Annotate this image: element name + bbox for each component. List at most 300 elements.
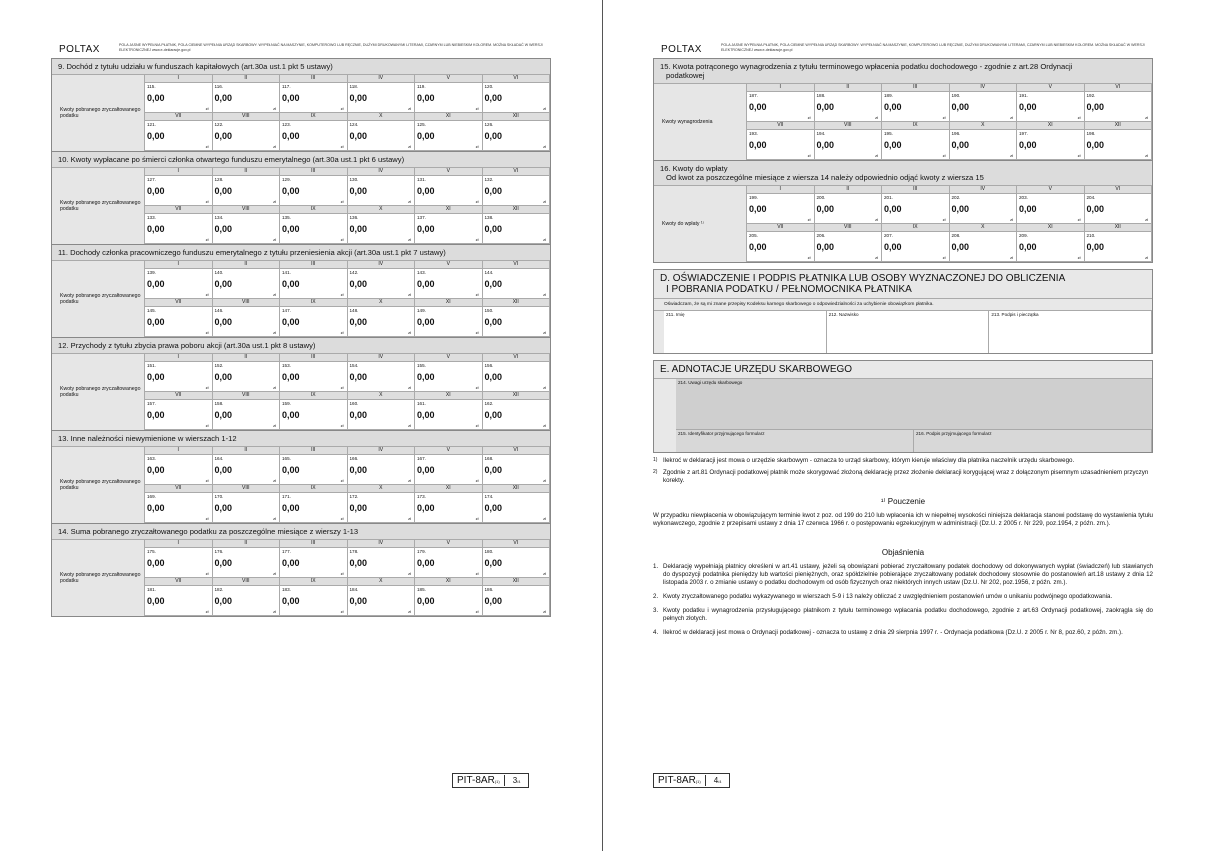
amount-field[interactable] — [348, 307, 416, 337]
amount-field[interactable] — [415, 214, 483, 244]
explanation-text: Ilekroć w deklaracji jest mowa o Ordynacji podatkowej - oznacza to ustawę z dnia 29 sierpnia 1997 r. - Ordynacja podatkowa (Dz.U. z 2005 r. Nr 8, poz.60, z późn. zm.). — [663, 629, 1123, 636]
month-header: VII — [145, 485, 213, 493]
page-number: 3 — [512, 776, 518, 785]
currency-label: zł — [475, 106, 479, 111]
field-number: 179. — [417, 549, 426, 554]
field-number: 140. — [214, 270, 224, 275]
field-number: 147. — [282, 308, 291, 313]
currency-label: zł — [475, 237, 479, 242]
field-number: 206. — [816, 233, 826, 238]
tax-row-section — [51, 59, 551, 152]
amount-value: 0,00 — [1086, 242, 1105, 252]
amount-field[interactable] — [213, 83, 281, 113]
amount-field[interactable] — [213, 586, 281, 616]
amount-value: 0,00 — [484, 410, 503, 420]
month-header: I — [145, 540, 213, 548]
objasnienia-list — [653, 563, 1153, 637]
month-header: IV — [348, 540, 416, 548]
form-code: PIT-8AR — [658, 775, 696, 786]
month-header: I — [145, 354, 213, 362]
amount-field[interactable] — [483, 400, 551, 430]
currency-label: zł — [543, 571, 546, 576]
amount-field[interactable] — [747, 92, 815, 122]
explanation-item — [653, 607, 1153, 623]
field-number: 194. — [816, 131, 826, 136]
field-number: 126. — [484, 122, 494, 127]
month-header: XI — [415, 299, 483, 307]
amount-value: 0,00 — [214, 93, 233, 103]
last-name-field[interactable]: 212. Nazwisko — [827, 311, 990, 353]
amount-field[interactable] — [145, 362, 213, 392]
section-title — [654, 59, 1152, 84]
currency-label: zł — [340, 199, 344, 204]
currency-label: zł — [340, 385, 344, 390]
section-e — [653, 360, 1153, 453]
amount-field[interactable] — [882, 130, 950, 160]
objasnienia-heading: Objaśnienia — [881, 548, 925, 557]
month-header: III — [882, 186, 950, 194]
amount-value: 0,00 — [349, 558, 368, 568]
currency-label: zł — [408, 144, 411, 149]
field-number: 148. — [349, 308, 359, 313]
currency-label: zł — [807, 115, 811, 120]
amount-field[interactable] — [348, 455, 416, 485]
field-number: 127. — [147, 177, 156, 182]
month-header: I — [747, 186, 815, 194]
amount-field[interactable] — [280, 307, 348, 337]
month-header: IX — [280, 113, 348, 121]
month-header: I — [145, 168, 213, 176]
amount-field[interactable] — [415, 121, 483, 151]
month-header: V — [415, 75, 483, 83]
amount-field[interactable] — [280, 548, 348, 578]
amount-field[interactable] — [280, 362, 348, 392]
amount-field[interactable] — [348, 83, 416, 113]
currency-label: zł — [205, 199, 209, 204]
currency-label: zł — [408, 609, 411, 614]
tax-row-section — [51, 524, 551, 617]
field-number: 162. — [484, 401, 494, 406]
field-number: 131. — [417, 177, 426, 182]
currency-label: zł — [875, 115, 878, 120]
amount-value: 0,00 — [484, 93, 503, 103]
amount-field[interactable] — [483, 548, 551, 578]
amount-value: 0,00 — [147, 317, 165, 327]
tax-row-section — [653, 161, 1153, 263]
row-label: Kwoty pobranego zryczałtowanego podatku — [52, 354, 145, 430]
amount-value: 0,00 — [484, 317, 503, 327]
declaration-text: Oświadczam, że są mi znane przepisy Kodeksu karnego skarbowego o odpowiedzialności za uchybienie obowiązkom płatnika. — [654, 299, 1152, 311]
amount-field[interactable] — [280, 455, 348, 485]
field-number: 138. — [484, 215, 494, 220]
amount-field[interactable] — [882, 232, 950, 262]
field-number: 144. — [484, 270, 494, 275]
currency-label: zł — [475, 478, 479, 483]
amount-field[interactable] — [348, 214, 416, 244]
field-number: 199. — [749, 195, 758, 200]
amount-value: 0,00 — [282, 558, 300, 568]
month-header: VII — [145, 299, 213, 307]
amount-field[interactable] — [483, 269, 551, 299]
amount-row — [52, 354, 550, 430]
amount-field[interactable] — [145, 83, 213, 113]
month-header: VIII — [815, 224, 883, 232]
field-number: 172. — [349, 494, 359, 499]
first-name-field[interactable]: 211. Imię — [664, 311, 827, 353]
amount-field[interactable] — [1017, 92, 1085, 122]
field-number: 129. — [282, 177, 291, 182]
amount-value: 0,00 — [147, 503, 165, 513]
currency-label: zł — [1145, 153, 1148, 158]
amount-field[interactable] — [213, 307, 281, 337]
amount-field[interactable] — [483, 83, 551, 113]
field-number: 196. — [951, 131, 961, 136]
field-number: 195. — [884, 131, 893, 136]
amount-field[interactable] — [483, 362, 551, 392]
amount-value: 0,00 — [214, 410, 233, 420]
field-number: 123. — [282, 122, 291, 127]
currency-label: zł — [340, 478, 344, 483]
amount-field[interactable] — [950, 130, 1018, 160]
field-number: 128. — [214, 177, 224, 182]
amount-value: 0,00 — [147, 93, 165, 103]
amount-value: 0,00 — [884, 140, 902, 150]
amount-field[interactable] — [415, 269, 483, 299]
currency-label: zł — [875, 217, 878, 222]
field-number: 208. — [951, 233, 961, 238]
tax-row-section — [51, 245, 551, 338]
field-number: 191. — [1019, 93, 1028, 98]
amount-value: 0,00 — [816, 204, 835, 214]
amount-field[interactable] — [348, 176, 416, 206]
currency-label: zł — [408, 385, 411, 390]
amount-field[interactable] — [483, 493, 551, 523]
currency-label: zł — [875, 153, 878, 158]
section-title-text: 10. Kwoty wypłacane po śmierci członka otwartego funduszu emerytalnego (art.30a ust.1 pkt 6 ustawy) — [58, 155, 405, 164]
amount-field[interactable] — [145, 493, 213, 523]
amount-field[interactable] — [213, 121, 281, 151]
amount-value: 0,00 — [282, 465, 300, 475]
amount-row — [52, 447, 550, 523]
amount-value: 0,00 — [214, 224, 233, 234]
currency-label: zł — [1077, 115, 1081, 120]
month-grid — [145, 168, 550, 244]
field-number: 163. — [147, 456, 156, 461]
currency-label: zł — [942, 115, 946, 120]
amount-field[interactable] — [747, 232, 815, 262]
page-header — [653, 42, 1153, 59]
month-header: X — [348, 578, 416, 586]
month-header: V — [1017, 186, 1085, 194]
field-number: 169. — [147, 494, 156, 499]
currency-label: zł — [408, 571, 411, 576]
field-number: 165. — [282, 456, 291, 461]
signature-field[interactable]: 213. Podpis i pieczątka — [989, 311, 1152, 353]
section-title — [52, 338, 550, 354]
field-number: 137. — [417, 215, 426, 220]
amount-value: 0,00 — [1019, 102, 1037, 112]
amount-value: 0,00 — [214, 279, 233, 289]
currency-label: zł — [205, 237, 209, 242]
amount-field[interactable] — [483, 586, 551, 616]
form-code: PIT-8AR — [457, 775, 495, 786]
explanation-item — [653, 593, 1153, 601]
amount-field[interactable] — [280, 214, 348, 244]
section-title-text: 13. Inne należności niewymienione w wierszach 1-12 — [58, 434, 237, 443]
month-header: IV — [348, 75, 416, 83]
field-number: 161. — [417, 401, 426, 406]
currency-label: zł — [475, 423, 479, 428]
row-label: Kwoty pobranego zryczałtowanego podatku — [52, 75, 145, 151]
amount-field[interactable] — [280, 493, 348, 523]
month-header: II — [213, 261, 281, 269]
currency-label: zł — [543, 144, 546, 149]
currency-label: zł — [875, 255, 878, 260]
month-grid — [145, 75, 550, 151]
amount-value: 0,00 — [214, 372, 233, 382]
amount-field[interactable] — [145, 307, 213, 337]
amount-value: 0,00 — [951, 242, 970, 252]
currency-label: zł — [340, 330, 344, 335]
amount-value: 0,00 — [816, 242, 835, 252]
amount-field[interactable] — [348, 400, 416, 430]
amount-value: 0,00 — [349, 596, 368, 606]
currency-label: zł — [543, 199, 546, 204]
row-label: Kwoty pobranego zryczałtowanego podatku — [52, 447, 145, 523]
amount-field[interactable] — [145, 586, 213, 616]
currency-label: zł — [475, 516, 479, 521]
amount-field[interactable] — [213, 176, 281, 206]
field-number: 139. — [147, 270, 156, 275]
month-grid — [145, 540, 550, 616]
amount-field[interactable] — [348, 121, 416, 151]
amount-value: 0,00 — [951, 102, 970, 112]
amount-field[interactable] — [483, 176, 551, 206]
amount-value: 0,00 — [1019, 140, 1037, 150]
amount-field[interactable] — [280, 400, 348, 430]
amount-field[interactable] — [213, 548, 281, 578]
currency-label: zł — [273, 144, 276, 149]
amount-field[interactable] — [415, 548, 483, 578]
amount-field[interactable] — [280, 176, 348, 206]
field-number: 118. — [349, 84, 359, 89]
amount-field[interactable] — [348, 362, 416, 392]
amount-field[interactable] — [1085, 232, 1153, 262]
header-note: POLA JASNE WYPEŁNIA PŁATNIK, POLA CIEMNE WYPEŁNIA URZĄD SKARBOWY. WYPEŁNIAĆ NA MASZYNIE, KOMPUTEROWO LUB RĘCZNIE, DUŻYMI DRUKOWANYMI LITERAMI, CZARNYM LUB NIEBIESKIM KOLOREM. MOŻNA SKŁADAĆ W WERSJI ELEKTRONICZNEJ www.e-deklaracje.gov.pl — [119, 43, 543, 52]
amount-field[interactable] — [145, 121, 213, 151]
amount-value: 0,00 — [349, 372, 368, 382]
amount-field[interactable] — [1017, 130, 1085, 160]
month-header: VIII — [213, 299, 281, 307]
amount-field[interactable] — [213, 214, 281, 244]
amount-field[interactable] — [1017, 232, 1085, 262]
currency-label: zł — [475, 144, 479, 149]
amount-field[interactable] — [415, 586, 483, 616]
amount-field[interactable] — [348, 548, 416, 578]
amount-value: 0,00 — [147, 465, 165, 475]
amount-field[interactable] — [280, 83, 348, 113]
currency-label: zł — [408, 106, 411, 111]
amount-field[interactable] — [145, 176, 213, 206]
amount-value: 0,00 — [484, 503, 503, 513]
amount-field[interactable] — [145, 400, 213, 430]
month-header: II — [213, 354, 281, 362]
amount-field[interactable] — [882, 92, 950, 122]
section-title — [52, 245, 550, 261]
currency-label: zł — [273, 330, 276, 335]
field-number: 204. — [1086, 195, 1096, 200]
amount-field[interactable] — [213, 493, 281, 523]
currency-label: zł — [408, 478, 411, 483]
currency-label: zł — [340, 516, 344, 521]
amount-field[interactable] — [1017, 194, 1085, 224]
amount-field[interactable] — [815, 194, 883, 224]
amount-field[interactable] — [348, 269, 416, 299]
amount-field[interactable] — [950, 194, 1018, 224]
currency-label: zł — [205, 106, 209, 111]
section-d — [653, 269, 1153, 354]
explanation-text: Deklarację wypełniają płatnicy określeni w art.41 ustawy, jeżeli są obowiązani pobierać zryczałtowany podatek dochodowy od dokonywanych wypłat (świadczeń) lub stawianych do dyspozycji podatnika pieniędzy lub wartości pieniężnych, oraz spółdzielnie pobierające zryczałtowany podatek dochodowy stosownie do postanowień art.18 ustawy z dnia 12 listopada 2003 r. o zmianie ustawy o podatku dochodowym od osób fizycznych oraz niektórych innych ustaw (Dz.U. Nr 202, poz.1956, z późn. zm.). — [663, 563, 1153, 586]
field-number: 183. — [282, 587, 291, 592]
explanation-item — [653, 629, 1153, 637]
amount-value: 0,00 — [1019, 242, 1037, 252]
amount-field[interactable] — [882, 194, 950, 224]
amount-field[interactable] — [815, 92, 883, 122]
amount-field[interactable] — [747, 130, 815, 160]
month-header: VII — [145, 578, 213, 586]
currency-label: zł — [475, 292, 479, 297]
amount-field[interactable] — [348, 493, 416, 523]
amount-value: 0,00 — [349, 279, 368, 289]
month-header: IV — [348, 354, 416, 362]
amount-value: 0,00 — [349, 410, 368, 420]
currency-label: zł — [942, 255, 946, 260]
amount-value: 0,00 — [214, 465, 233, 475]
tax-row-section — [653, 59, 1153, 161]
currency-label: zł — [340, 292, 344, 297]
amount-field[interactable] — [280, 121, 348, 151]
amount-field[interactable] — [950, 232, 1018, 262]
month-header: IX — [280, 206, 348, 214]
amount-value: 0,00 — [349, 131, 368, 141]
amount-field[interactable] — [145, 269, 213, 299]
month-header: V — [415, 261, 483, 269]
currency-label: zł — [205, 292, 209, 297]
amount-field[interactable] — [145, 455, 213, 485]
amount-value: 0,00 — [417, 224, 435, 234]
currency-label: zł — [205, 423, 209, 428]
currency-label: zł — [543, 292, 546, 297]
tax-row-section — [51, 338, 551, 431]
field-number: 116. — [214, 84, 224, 89]
section-title — [52, 152, 550, 168]
explanation-number: 2. — [653, 593, 659, 600]
currency-label: zł — [273, 237, 276, 242]
explanation-text: Kwoty podatku i wynagrodzenia przysługującego płatnikom z tytułu terminowego wpłacania podatku dochodowego, zgodnie z art.63 Ordynacji podatkowej, zaokrągla się do pełnych złotych. — [663, 607, 1153, 622]
month-header: V — [415, 354, 483, 362]
amount-value: 0,00 — [484, 465, 503, 475]
section-title — [52, 524, 550, 540]
field-number: 143. — [417, 270, 426, 275]
amount-field[interactable] — [747, 194, 815, 224]
tax-row-section — [51, 431, 551, 524]
amount-field[interactable] — [415, 176, 483, 206]
currency-label: zł — [273, 478, 276, 483]
amount-field[interactable] — [950, 92, 1018, 122]
section-title-text: 14. Suma pobranego zryczałtowanego podatku za poszczególne miesiące z wierszy 1-13 — [58, 527, 359, 536]
amount-field[interactable] — [213, 362, 281, 392]
amount-value: 0,00 — [951, 204, 970, 214]
amount-value: 0,00 — [417, 503, 435, 513]
currency-label: zł — [273, 516, 276, 521]
amount-field[interactable] — [213, 400, 281, 430]
currency-label: zł — [475, 571, 479, 576]
explanation-number: 4. — [653, 629, 659, 636]
amount-field[interactable] — [1085, 194, 1153, 224]
amount-field[interactable] — [1085, 92, 1153, 122]
month-header: X — [348, 485, 416, 493]
month-header: VI — [483, 447, 551, 455]
amount-field[interactable] — [1085, 130, 1153, 160]
amount-field[interactable] — [213, 455, 281, 485]
amount-field[interactable] — [415, 307, 483, 337]
amount-field[interactable] — [483, 214, 551, 244]
field-number: 185. — [417, 587, 426, 592]
amount-field[interactable] — [145, 214, 213, 244]
month-header: IV — [348, 447, 416, 455]
month-grid — [145, 447, 550, 523]
currency-label: zł — [205, 330, 209, 335]
month-header: X — [950, 224, 1018, 232]
amount-field[interactable] — [483, 307, 551, 337]
amount-field[interactable] — [483, 121, 551, 151]
field-number: 190. — [951, 93, 961, 98]
month-header: III — [280, 540, 348, 548]
pouczenie-heading: ¹⁾ Pouczenie — [880, 497, 926, 506]
currency-label: zł — [408, 516, 411, 521]
amount-field[interactable] — [145, 548, 213, 578]
amount-field[interactable] — [415, 493, 483, 523]
field-number: 171. — [282, 494, 291, 499]
amount-field[interactable] — [415, 400, 483, 430]
currency-label: zł — [1145, 255, 1148, 260]
amount-field[interactable] — [415, 83, 483, 113]
amount-field[interactable] — [415, 455, 483, 485]
receiver-signature-field: 216. Podpis przyjmującego formularz — [914, 430, 1152, 452]
amount-field[interactable] — [280, 269, 348, 299]
field-number: 188. — [816, 93, 826, 98]
amount-value: 0,00 — [884, 102, 902, 112]
amount-field[interactable] — [280, 586, 348, 616]
currency-label: zł — [543, 237, 546, 242]
amount-field[interactable] — [415, 362, 483, 392]
amount-field[interactable] — [348, 586, 416, 616]
month-grid — [747, 186, 1152, 262]
amount-field[interactable] — [483, 455, 551, 485]
page-4 — [653, 42, 1153, 643]
month-header: II — [213, 168, 281, 176]
footer-page-3 — [452, 773, 529, 788]
month-header: VI — [483, 540, 551, 548]
section-title — [52, 431, 550, 447]
field-number: 200. — [816, 195, 826, 200]
amount-field[interactable] — [213, 269, 281, 299]
amount-field[interactable] — [815, 232, 883, 262]
amount-value: 0,00 — [282, 317, 300, 327]
month-grid — [145, 354, 550, 430]
amount-field[interactable] — [815, 130, 883, 160]
month-header: XI — [415, 392, 483, 400]
